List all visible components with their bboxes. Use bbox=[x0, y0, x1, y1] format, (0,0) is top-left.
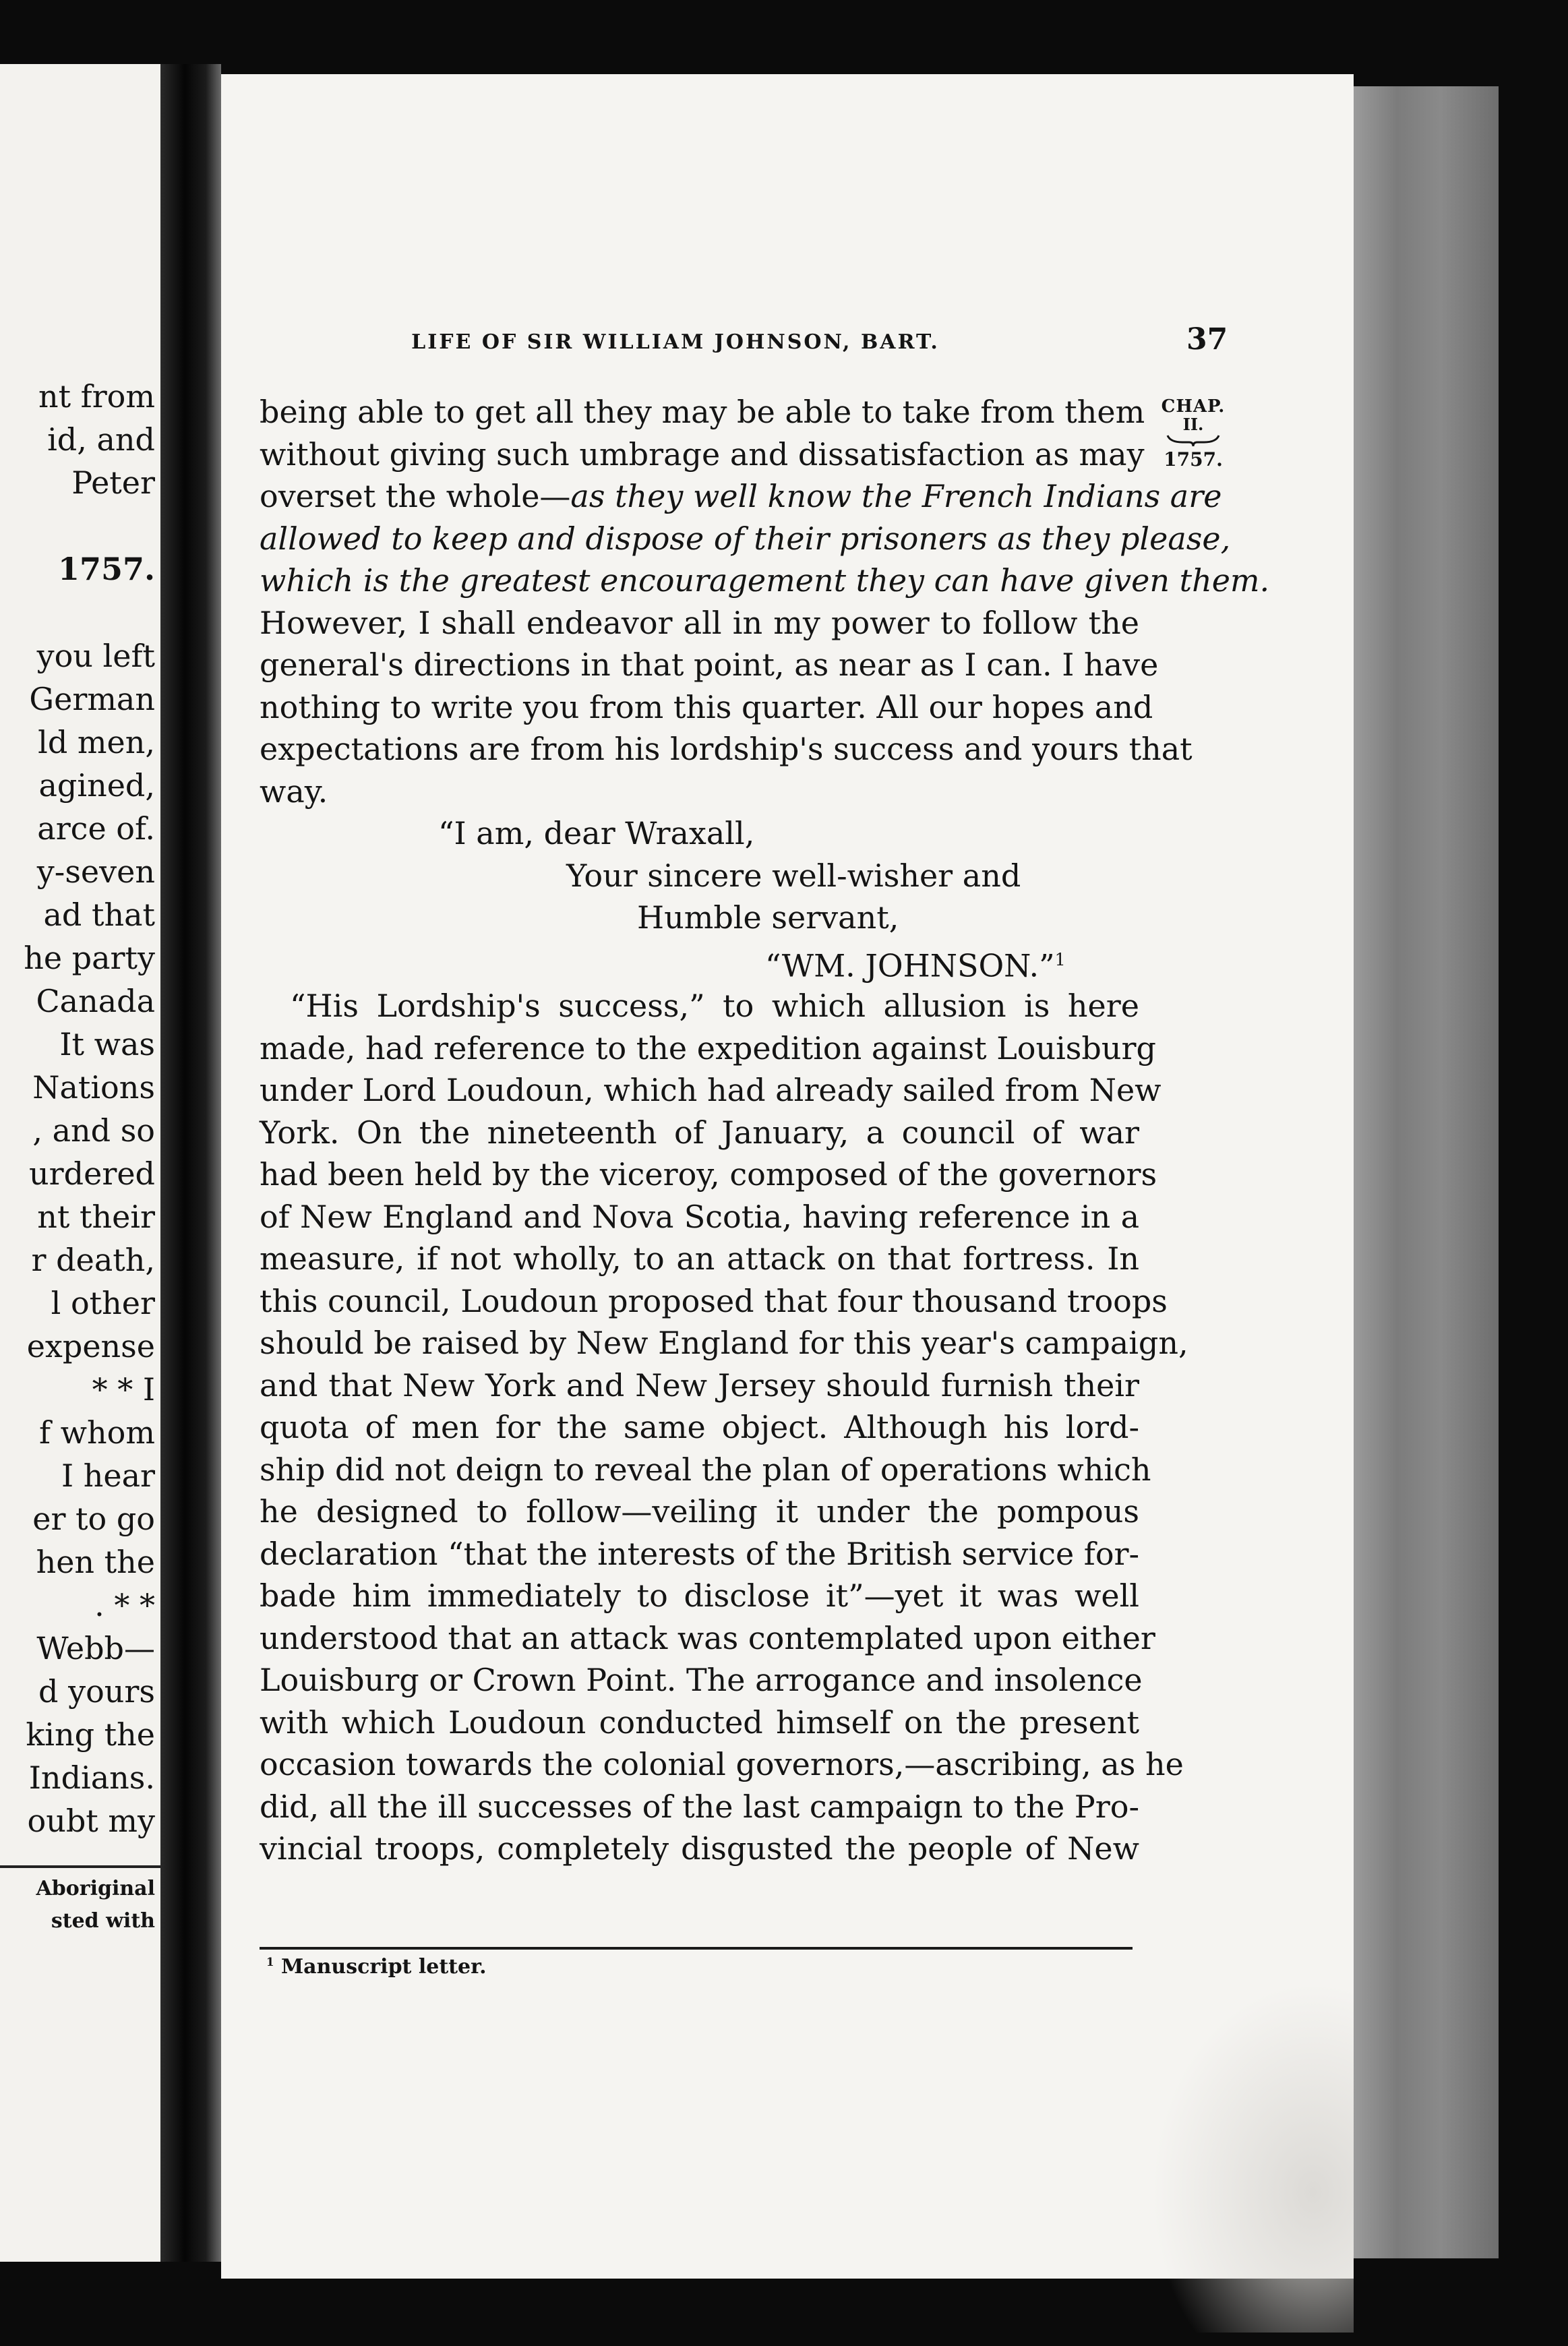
text-line: under Lord Loudoun, which had already sailed from New bbox=[260, 1072, 1162, 1108]
text-line: with which Loudoun conducted himself on the present bbox=[260, 1704, 1139, 1741]
text-line: measure, if not wholly, to an attack on that fortress. In bbox=[260, 1240, 1139, 1277]
left-line: r death, bbox=[31, 1242, 155, 1278]
text-line: allowed to keep and dispose of their prisoners as they please, bbox=[260, 520, 1231, 557]
footnote-ref: 1 bbox=[1054, 949, 1066, 969]
footnote-text: Manuscript letter. bbox=[280, 1955, 487, 1979]
left-line: nt from bbox=[38, 378, 155, 415]
text-line: general's directions in that point, as near as I can. I have bbox=[260, 646, 1159, 683]
left-line: ad that bbox=[43, 897, 155, 933]
text-line: he designed to follow—veiling it under the pompous bbox=[260, 1493, 1139, 1530]
left-line: * * I bbox=[92, 1371, 155, 1408]
text-line: being able to get all they may be able to take from them bbox=[260, 394, 1145, 430]
footnote-rule bbox=[260, 1947, 1133, 1950]
left-line: agined, bbox=[38, 767, 155, 804]
left-note: Aboriginal bbox=[36, 1877, 155, 1900]
water-stain bbox=[1151, 1982, 1354, 2333]
text-line: bade him immediately to disclose it”—yet it was well bbox=[260, 1577, 1139, 1614]
text-line bbox=[260, 475, 1222, 518]
marginal-note bbox=[1156, 398, 1230, 469]
text-line: way. bbox=[260, 773, 328, 810]
closing-line: Your sincere well-wisher and bbox=[566, 857, 1021, 894]
text-line: vincial troops, completely disgusted the people of New bbox=[260, 1830, 1139, 1867]
left-line: , and so bbox=[32, 1112, 155, 1149]
left-line: German bbox=[29, 681, 155, 717]
left-line: Webb— bbox=[36, 1630, 155, 1666]
running-head: LIFE OF SIR WILLIAM JOHNSON, BART. bbox=[411, 330, 940, 354]
text-line: of New England and Nova Scotia, having reference in a bbox=[260, 1198, 1139, 1235]
text-line: However, I shall endeavor all in my power to follow the bbox=[260, 604, 1139, 641]
text-line: nothing to write you from this quarter. All our hopes and bbox=[260, 688, 1153, 725]
left-line: f whom bbox=[39, 1414, 155, 1451]
text-span: overset the whole— bbox=[260, 478, 571, 514]
signature bbox=[260, 939, 1139, 982]
chapter-number: II. bbox=[1182, 415, 1204, 434]
left-line: arce of. bbox=[37, 810, 155, 847]
letter-closing bbox=[260, 812, 1139, 984]
left-line: id, and bbox=[47, 421, 155, 458]
text-line: York. On the nineteenth of January, a council of war bbox=[260, 1114, 1139, 1151]
left-line: l other bbox=[51, 1285, 155, 1321]
text-line: Louisburg or Crown Point. The arrogance and insolence bbox=[260, 1662, 1143, 1698]
previous-page-fragment bbox=[0, 64, 160, 2262]
left-line: It was bbox=[59, 1026, 155, 1062]
text-line: occasion towards the colonial governors,—ascribing, as he bbox=[260, 1746, 1184, 1782]
text-line: should be raised by New England for this year's campaign, bbox=[260, 1325, 1188, 1361]
text-line: quota of men for the same object. Although his lord- bbox=[260, 1409, 1139, 1445]
text-line: “His Lordship's success,” to which allusion is here bbox=[290, 988, 1139, 1024]
left-line: king the bbox=[26, 1716, 155, 1753]
text-line: made, had reference to the expedition against Louisburg bbox=[260, 1029, 1156, 1066]
footnote-marker: 1 bbox=[266, 1956, 274, 1968]
page-number: 37 bbox=[1186, 322, 1228, 357]
paragraph bbox=[260, 985, 1188, 1870]
signature-name: “WM. JOHNSON.” bbox=[765, 946, 1055, 984]
left-line: you left bbox=[36, 638, 155, 674]
text-line: had been held by the viceroy, composed of the governors bbox=[260, 1156, 1157, 1193]
book-gutter bbox=[160, 64, 221, 2262]
left-line: expense bbox=[26, 1328, 155, 1364]
text-line: and that New York and New Jersey should furnish their bbox=[260, 1366, 1139, 1404]
text-line: without giving such umbrage and dissatisfaction as may bbox=[260, 435, 1145, 473]
left-line: y-seven bbox=[36, 853, 155, 890]
left-line: Nations bbox=[32, 1069, 155, 1106]
italic-span: as they well know the French Indians are bbox=[570, 478, 1222, 514]
text-line: declaration “that the interests of the British service for- bbox=[260, 1535, 1140, 1572]
left-line: 1757. bbox=[57, 551, 155, 587]
left-line: nt their bbox=[37, 1199, 155, 1235]
text-line: expectations are from his lordship's success and yours that bbox=[260, 731, 1193, 767]
left-note: sted with bbox=[51, 1909, 155, 1933]
text-line: which is the greatest encouragement they can have given them. bbox=[260, 562, 1270, 599]
left-line: Peter bbox=[71, 464, 155, 501]
text-line: understood that an attack was contemplated upon either bbox=[260, 1619, 1155, 1656]
closing-line: Humble servant, bbox=[637, 899, 899, 936]
page-fore-edge bbox=[1354, 86, 1499, 2258]
text-line: did, all the ill successes of the last campaign to the Pro- bbox=[260, 1788, 1139, 1825]
left-line: Canada bbox=[36, 983, 155, 1019]
left-line: he party bbox=[24, 940, 155, 976]
chapter-label: CHAP. bbox=[1161, 396, 1226, 417]
left-line: ld men, bbox=[38, 724, 155, 760]
footnote bbox=[266, 1955, 487, 1979]
brace-icon bbox=[1166, 433, 1220, 448]
text-line: ship did not deign to reveal the plan of operations which bbox=[260, 1451, 1151, 1488]
left-line: urdered bbox=[29, 1155, 155, 1192]
left-footnote-rule bbox=[0, 1865, 160, 1868]
margin-year: 1757. bbox=[1164, 448, 1223, 471]
left-line: er to go bbox=[32, 1501, 155, 1537]
left-line: d yours bbox=[38, 1673, 155, 1710]
left-line: Indians. bbox=[28, 1760, 155, 1796]
left-line: . * * bbox=[94, 1587, 155, 1623]
text-line: this council, Loudoun proposed that four thousand troops bbox=[260, 1282, 1168, 1319]
salutation: “I am, dear Wraxall, bbox=[438, 815, 755, 851]
left-line: hen the bbox=[36, 1544, 155, 1580]
left-line: oubt my bbox=[27, 1803, 155, 1839]
left-line: I hear bbox=[61, 1457, 155, 1494]
